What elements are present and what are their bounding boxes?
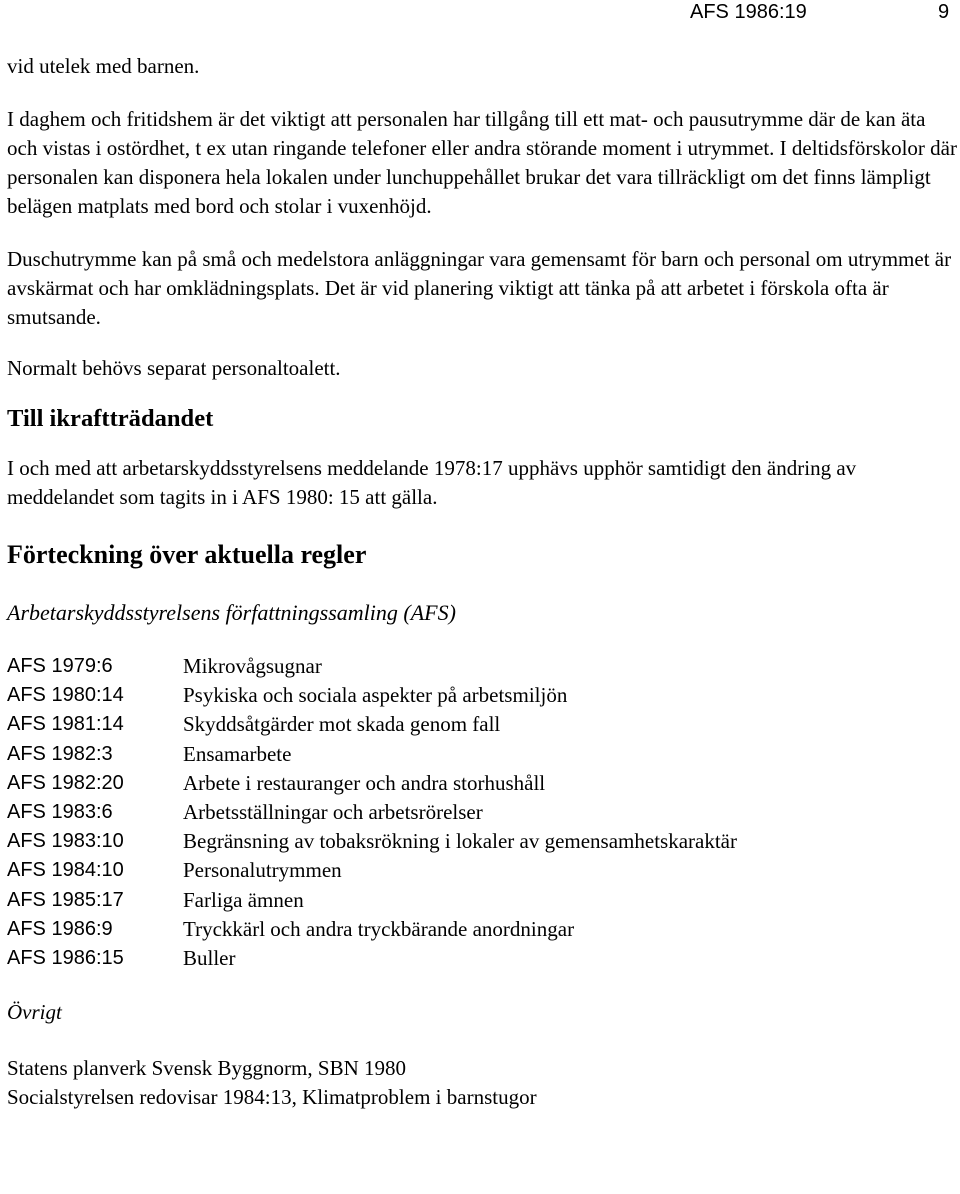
rule-code: AFS 1983:10 [7, 830, 124, 853]
subheading-afs: Arbetarskyddsstyrelsens författningssamling (AFS) [7, 600, 456, 625]
rule-code: AFS 1985:17 [7, 888, 124, 911]
rule-code: AFS 1979:6 [7, 655, 113, 677]
heading-rules-list: Förteckning över aktuella regler [7, 540, 367, 569]
rule-title: Tryckkärl och andra tryckbärande anordningar [183, 916, 575, 941]
rule-title: Personalutrymmen [183, 858, 342, 883]
paragraph-continuation: vid utelek med barnen. [7, 54, 200, 78]
rule-title: Farliga ämnen [183, 887, 304, 912]
page-number: 9 [938, 1, 950, 23]
rule-code: AFS 1981:14 [7, 713, 124, 736]
paragraph-break-room: I daghem och fritidshem är det viktigt att personalen har tillgång till ett mat- och pausutrymme där de kan äta och vistas i ostördhet, t ex utan ringande telefoner eller andra störande moment i utrymmet. I deltidsförskolor där personalen kan disponera hela lokalen under lunchuppehållet brukar det vara tillräckligt om det finns lämpligt belägen matplats med bord och stolar i vuxenhöjd. [7, 107, 957, 218]
list-item [7, 886, 957, 915]
rule-title: Skyddsåtgärder mot skada genom fall [183, 712, 501, 737]
list-item [7, 827, 957, 856]
rule-code: AFS 1984:10 [7, 859, 124, 882]
paragraph-shower: Duschutrymme kan på små och medelstora anläggningar vara gemensamt för barn och personal om utrymmet är avskärmat och har omklädningsplats. Det är vid planering viktigt att tänka på att arbetet i förskola ofta är smutsande. [7, 247, 952, 329]
rule-code: AFS 1982:20 [7, 771, 124, 794]
rule-title: Buller [183, 945, 236, 970]
rule-code: AFS 1980:14 [7, 684, 124, 707]
rule-code: AFS 1986:15 [7, 946, 124, 969]
document-reference: AFS 1986:19 [690, 1, 807, 23]
list-item [7, 769, 957, 798]
rule-code: AFS 1986:9 [7, 917, 113, 940]
rule-title: Ensamarbete [183, 741, 292, 766]
rule-title: Begränsning av tobaksrökning i lokaler av gemensamhetskaraktär [183, 829, 737, 854]
rule-title: Arbetsställningar och arbetsrörelser [183, 799, 483, 824]
heading-other: Övrigt [7, 1000, 62, 1025]
rule-code: AFS 1983:6 [7, 800, 113, 823]
list-item [7, 856, 957, 885]
list-item [7, 710, 957, 739]
list-item [7, 915, 957, 944]
list-item [7, 798, 957, 827]
list-item [7, 740, 957, 769]
rules-list [7, 652, 957, 973]
list-item [7, 652, 957, 681]
paragraph-toilet: Normalt behövs separat personaltoalett. [7, 356, 341, 380]
rule-code: AFS 1982:3 [7, 742, 113, 765]
document-body [7, 52, 957, 1112]
paragraph-enforcement: I och med att arbetarskyddsstyrelsens meddelande 1978:17 upphävs upphör samtidigt den ändring av meddelandet som tagits in i AFS 1980: 15 att gälla. [7, 456, 857, 509]
rule-title: Psykiska och sociala aspekter på arbetsmiljön [183, 683, 568, 708]
heading-enforcement: Till ikraftträdandet [7, 405, 214, 432]
rule-title: Mikrovågsugnar [183, 654, 322, 678]
rule-title: Arbete i restauranger och andra storhushåll [183, 770, 546, 795]
other-reference: Socialstyrelsen redovisar 1984:13, Klimatproblem i barnstugor [7, 1085, 537, 1110]
list-item [7, 944, 957, 973]
list-item [7, 681, 957, 710]
other-reference: Statens planverk Svensk Byggnorm, SBN 1980 [7, 1056, 406, 1081]
